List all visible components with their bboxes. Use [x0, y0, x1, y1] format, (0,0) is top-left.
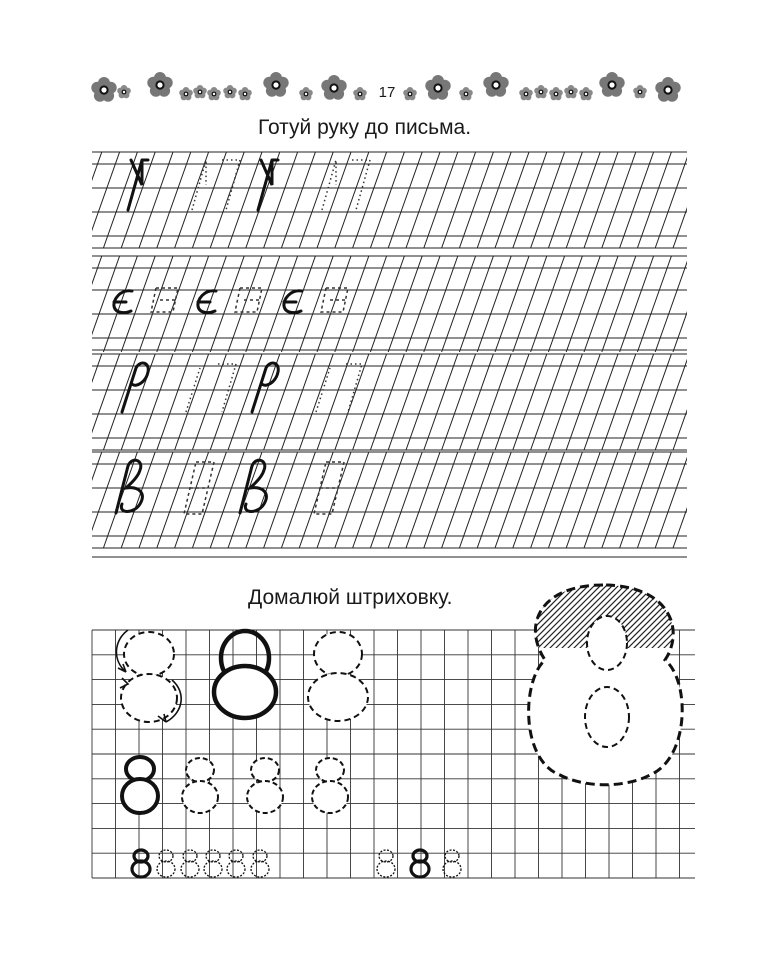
- traced-eight-small: [181, 850, 199, 877]
- cursive-small-ie-icon: [114, 291, 132, 313]
- traced-box-icon: [235, 288, 262, 312]
- traced-eight-small: [377, 850, 395, 877]
- guide-eight-with-arrows: [116, 630, 181, 722]
- handwriting-row-3: [50, 354, 743, 450]
- cursive-small-g-icon: [128, 160, 148, 210]
- traced-eight-medium: [186, 758, 214, 782]
- handwriting-row-1: [50, 152, 743, 248]
- sample-eight-medium: [122, 757, 158, 813]
- traced-eight-small: [227, 850, 245, 877]
- traced-eight-medium: [251, 758, 279, 782]
- section-title-hatching: Домалюй штриховку.: [248, 586, 453, 609]
- traced-eight-medium: [182, 781, 218, 813]
- traced-eight-large: [308, 632, 368, 721]
- traced-eight-medium: [247, 781, 283, 813]
- traced-r-icon: [186, 364, 236, 412]
- cursive-small-v-icon: [240, 460, 266, 513]
- sample-eight-small: [411, 850, 429, 877]
- sample-eight-large: [214, 631, 276, 718]
- traced-box-icon: [321, 288, 348, 312]
- big-dashed-eight-icon: [500, 580, 778, 788]
- cursive-small-v-icon: [116, 460, 142, 513]
- traced-eight-small: [157, 850, 175, 877]
- traced-box-icon: [151, 288, 178, 312]
- section-title-handwriting: Готуй руку до письма.: [258, 116, 472, 139]
- handwriting-row-2: [50, 256, 743, 352]
- sample-eight-small: [132, 850, 150, 877]
- traced-eight-small: [204, 850, 222, 877]
- traced-eight-medium: [312, 781, 348, 813]
- traced-eight-medium: [316, 758, 344, 782]
- handwriting-row-4: [50, 452, 743, 548]
- traced-eight-small: [443, 850, 461, 877]
- page-number: 17: [378, 84, 396, 101]
- traced-eight-small: [251, 850, 269, 877]
